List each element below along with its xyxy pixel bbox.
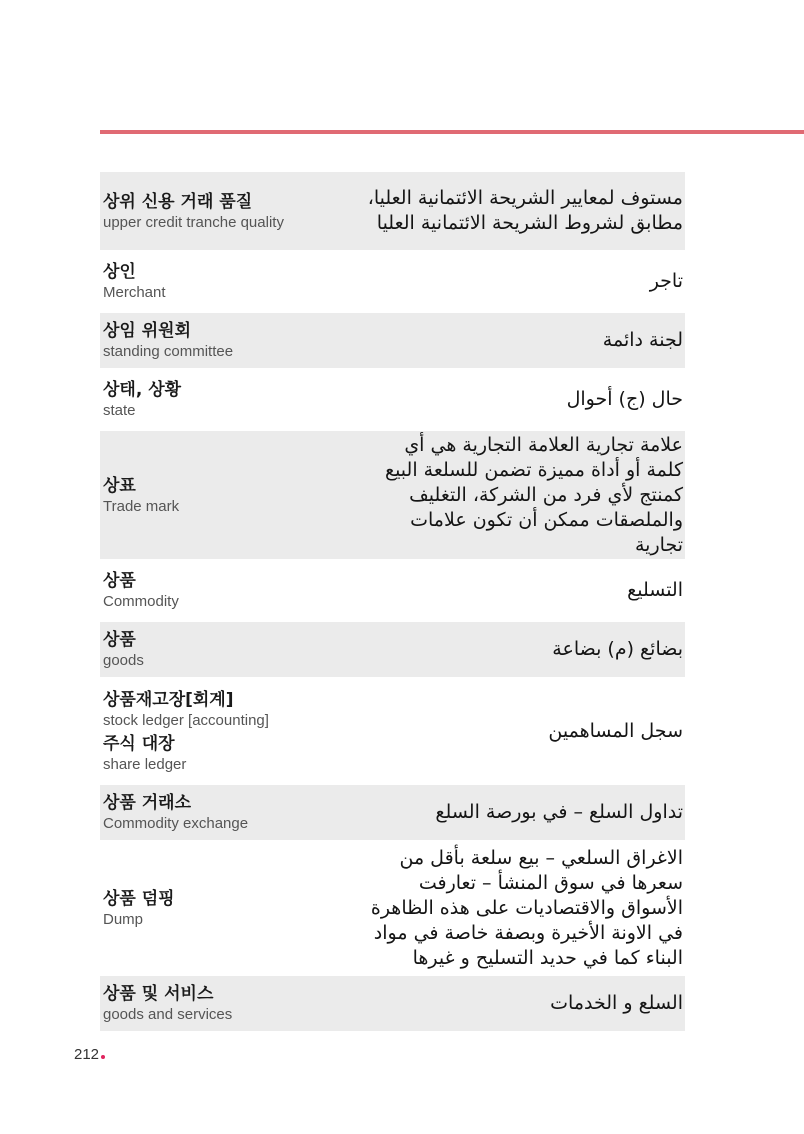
glossary-entry <box>100 254 685 309</box>
term-block <box>103 629 358 670</box>
glossary-entry <box>100 622 685 677</box>
arabic-translation: التسليع <box>627 579 683 601</box>
english-term: standing committee <box>103 343 234 360</box>
english-term: Trade mark <box>103 497 180 515</box>
term-block <box>103 379 358 420</box>
top-rule <box>100 130 804 134</box>
english-term: goods <box>103 652 144 669</box>
arabic-translation: تاجر <box>649 270 683 292</box>
term-block <box>103 689 358 774</box>
glossary-entry <box>100 372 685 427</box>
arabic-translation: تداول السلع – في بورصة السلع <box>435 801 683 823</box>
arabic-translation: سجل المساهمين <box>548 719 683 742</box>
glossary-entry <box>100 681 685 781</box>
arabic-translation: السلع و الخدمات <box>550 992 683 1014</box>
term-block <box>103 888 358 929</box>
english-term: state <box>103 402 136 419</box>
glossary-entry <box>100 172 685 250</box>
english-term: Commodity <box>103 593 179 610</box>
korean-term: 상품 <box>103 571 136 591</box>
term-block <box>103 475 358 516</box>
arabic-translation: لجنة دائمة <box>602 329 683 351</box>
korean-term: 상태, 상황 <box>103 380 182 400</box>
arabic-translation: علامة تجارية العلامة التجارية هي أي كلمة أو أداة مميزة تضمن للسلعة البيع كمنتج لأي فرد من الشركة، التغليف والملصقات ممكن أن تكون علامات تجارية <box>384 433 683 556</box>
term-block <box>103 570 358 611</box>
glossary-entry <box>100 785 685 840</box>
glossary-entry <box>100 976 685 1031</box>
korean-term: 상품 <box>103 630 136 650</box>
korean-term: 상품 덤핑 <box>103 888 175 909</box>
english-term: Dump <box>103 910 144 928</box>
arabic-translation: بضائع (م) بضاعة <box>552 638 683 660</box>
glossary-entry <box>100 313 685 368</box>
term-block <box>103 191 358 232</box>
korean-term: 상품 및 서비스 <box>103 984 214 1004</box>
glossary-entry <box>100 563 685 618</box>
page-number-text: 212 <box>74 1046 100 1063</box>
term-block <box>103 983 358 1024</box>
glossary-list <box>100 172 685 1035</box>
english-term-secondary: share ledger <box>103 755 187 773</box>
arabic-translation: الاغراق السلعي – بيع سلعة بأقل من سعرها في سوق المنشأ – تعارفت الأسواق والاقتصاديات على هذه الظاهرة في الاونة الأخيرة وبصفة خاصة في مواد البناء كما في حديد التسليح و غيرها <box>370 846 683 969</box>
glossary-entry <box>100 844 685 972</box>
english-term: Merchant <box>103 284 166 301</box>
english-term: goods and services <box>103 1006 233 1023</box>
korean-term-secondary: 주식 대장 <box>103 733 175 754</box>
term-block <box>103 792 358 833</box>
english-term: upper credit tranche quality <box>103 213 284 231</box>
korean-term: 상품재고장[회계] <box>103 689 234 710</box>
korean-term: 상위 신용 거래 품질 <box>103 191 253 212</box>
english-term: Commodity exchange <box>103 815 249 832</box>
page-number-dot <box>101 1055 105 1059</box>
term-block <box>103 320 358 361</box>
english-term: stock ledger [accounting] <box>103 711 269 729</box>
korean-term: 상인 <box>103 262 136 282</box>
glossary-entry <box>100 431 685 559</box>
term-block <box>103 261 358 302</box>
korean-term: 상표 <box>103 475 136 496</box>
page-number <box>74 1046 105 1063</box>
arabic-translation: مستوف لمعايير الشريحة الائتمانية العليا، مطابق لشروط الشريحة الائتمانية العليا <box>367 187 683 234</box>
arabic-translation: حال (ج) أحوال <box>566 388 683 410</box>
korean-term: 상임 위원회 <box>103 321 192 341</box>
korean-term: 상품 거래소 <box>103 793 192 813</box>
